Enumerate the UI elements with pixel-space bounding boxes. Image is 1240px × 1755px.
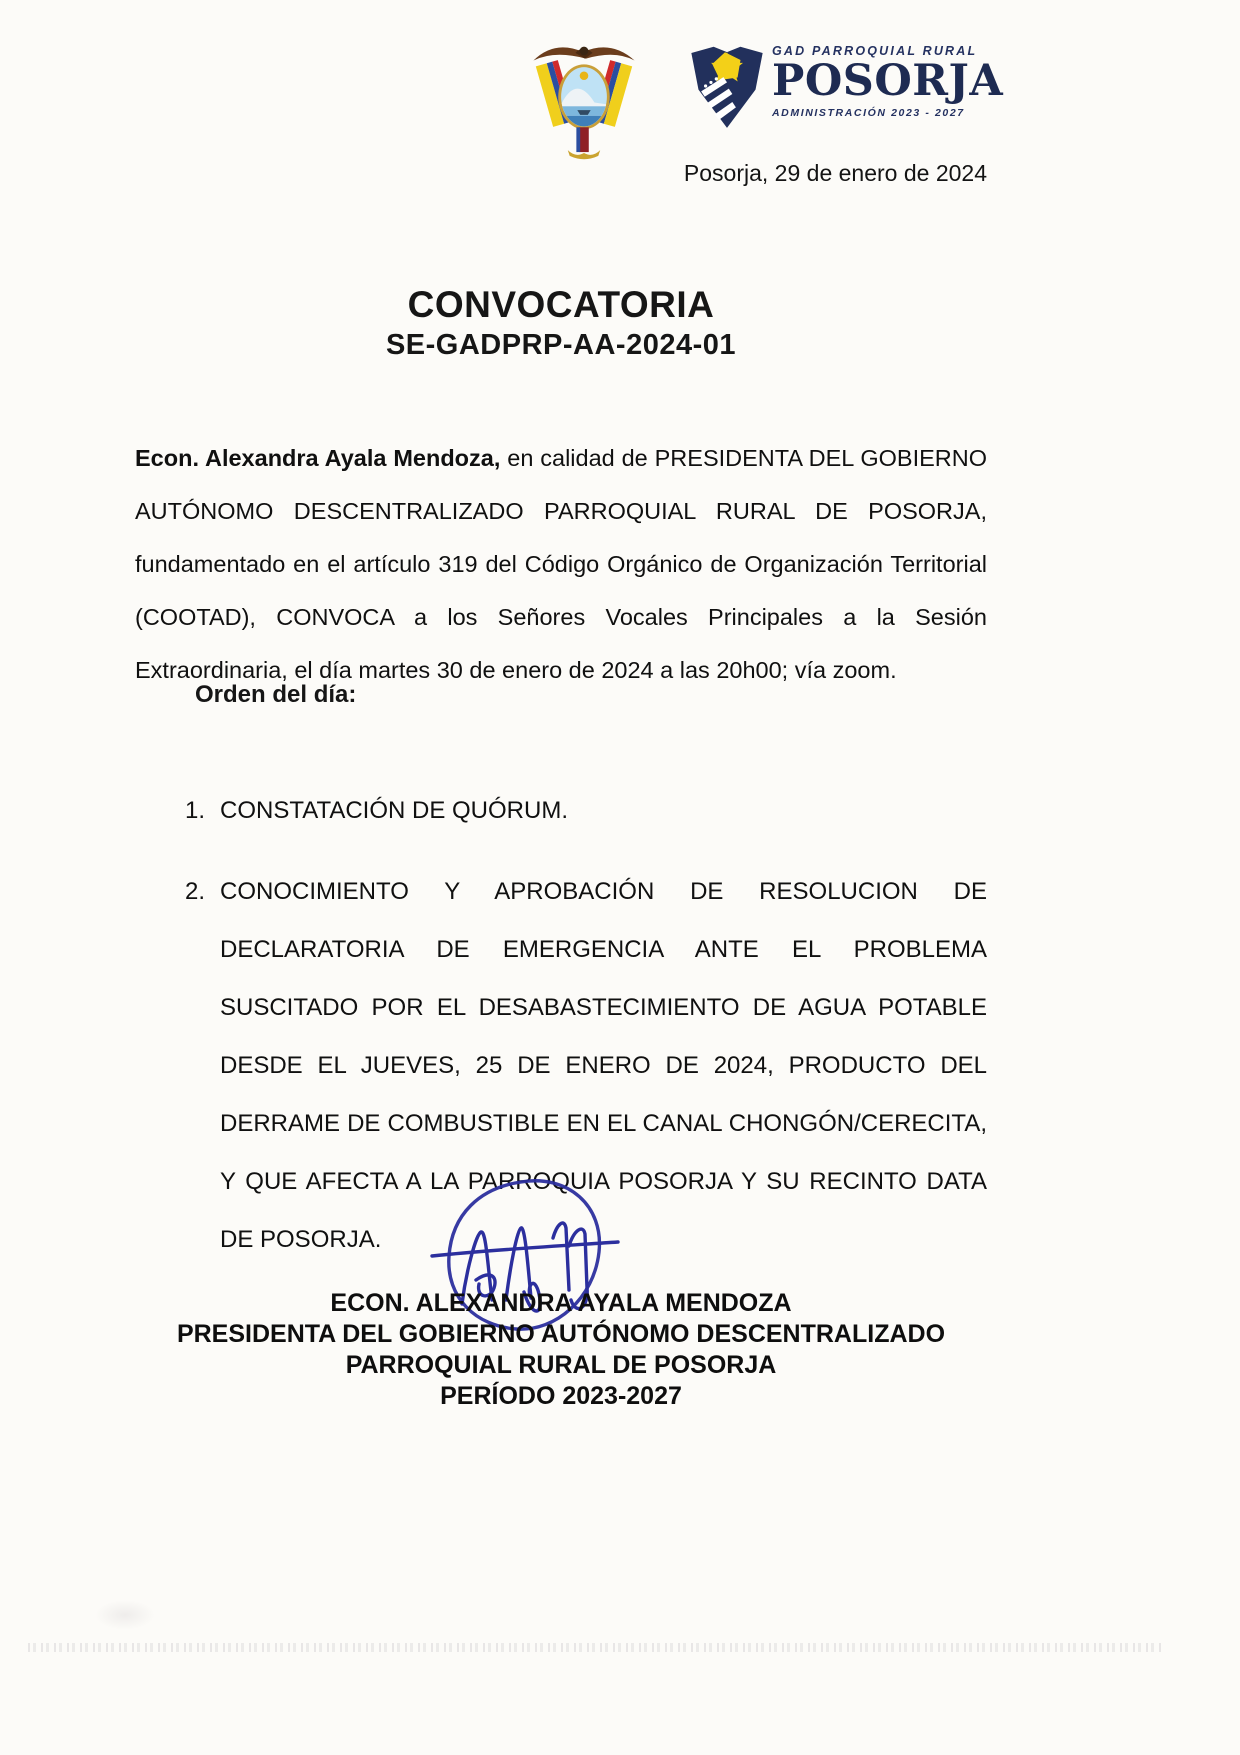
logo-tagline: GAD PARROQUIAL RURAL bbox=[772, 44, 978, 58]
intro-signer-name: Econ. Alexandra Ayala Mendoza, bbox=[135, 445, 501, 471]
agenda-item-1 bbox=[185, 782, 987, 840]
signer-role-line2: PARROQUIAL RURAL DE POSORJA bbox=[345, 1351, 777, 1379]
signer-role-line1: PRESIDENTA DEL GOBIERNO AUTÓNOMO DESCENTRALIZADO bbox=[176, 1320, 946, 1348]
agenda-item-2-marker: 2. bbox=[185, 878, 206, 905]
intro-paragraph bbox=[135, 432, 987, 697]
agenda-item-1-marker: 1. bbox=[185, 797, 206, 824]
ecuador-coat-of-arms-icon bbox=[522, 36, 646, 168]
logo-administration: ADMINISTRACIÓN 2023 - 2027 bbox=[772, 107, 965, 120]
posorja-logo bbox=[686, 38, 1004, 140]
scan-smudge bbox=[95, 1600, 155, 1630]
scan-artifact bbox=[28, 1643, 1163, 1652]
agenda-heading: Orden del día: bbox=[195, 681, 357, 708]
signer-name: ECON. ALEXANDRA AYALA MENDOZA bbox=[330, 1289, 792, 1317]
intro-text: en calidad de PRESIDENTA DEL GOBIERNO AUTÓNOMO DESCENTRALIZADO PARROQUIAL RURAL DE POSORJA, fundamentado en el artículo 319 del Código Orgánico de Organización Territorial (COOTAD), CONVOCA a los Señores Vocales Principales a la Sesión Extraordinaria, el día martes 30 de enero de 2024 a las 20h00; vía zoom. bbox=[135, 445, 987, 683]
title-block bbox=[135, 285, 987, 363]
agenda-item-2-text: CONOCIMIENTO Y APROBACIÓN DE RESOLUCION DE DECLARATORIA DE EMERGENCIA ANTE EL PROBLEMA SUSCITADO POR EL DESABASTECIMIENTO DE AGUA POTABLE DESDE EL JUEVES, 25 DE ENERO DE 2024, PRODUCTO DEL DERRAME DE COMBUSTIBLE EN EL CANAL CHONGÓN/CERECITA, Y QUE AFECTA A LA PARROQUIA POSORJA Y SU RECINTO DATA DE POSORJA. bbox=[220, 878, 987, 1253]
dateline: Posorja, 29 de enero de 2024 bbox=[683, 160, 987, 186]
signature-block bbox=[135, 1288, 987, 1412]
document-code: SE-GADPRP-AA-2024-01 bbox=[385, 329, 737, 361]
agenda-item-1-text: CONSTATACIÓN DE QUÓRUM. bbox=[220, 797, 568, 824]
posorja-shield-icon bbox=[686, 38, 768, 134]
document-title: CONVOCATORIA bbox=[407, 284, 715, 325]
signer-period: PERÍODO 2023-2027 bbox=[440, 1382, 682, 1410]
logo-name: POSORJA bbox=[772, 56, 1004, 106]
